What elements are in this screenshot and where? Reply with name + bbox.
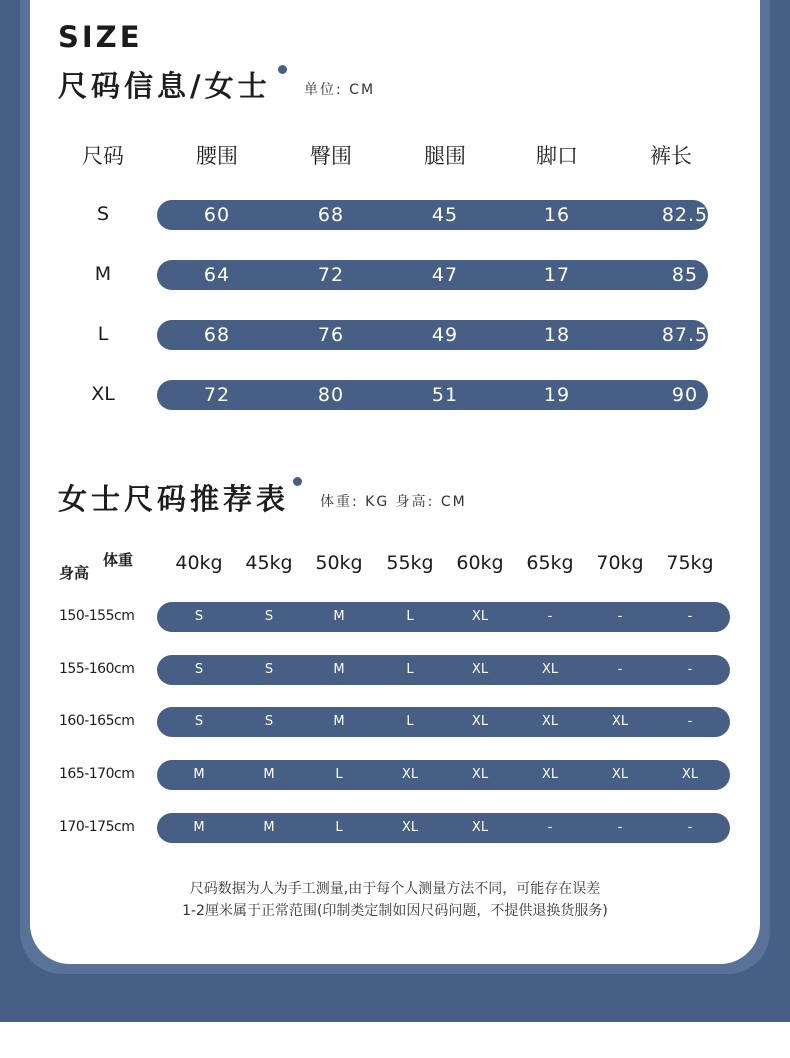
size-value: 19	[543, 384, 571, 406]
recommended-size: M	[263, 767, 275, 782]
height-axis-label: 身高	[59, 564, 90, 582]
size-value: 16	[543, 204, 571, 226]
size-value: 72	[203, 384, 231, 406]
size-row-pill	[157, 260, 708, 290]
recommended-size: XL	[541, 767, 559, 782]
size-column-header: 尺码	[82, 144, 124, 168]
recommended-size: S	[264, 714, 274, 729]
note-line-1: 尺码数据为人为手工测量,由于每个人测量方法不同，可能存在误差	[189, 881, 601, 897]
recommended-size: -	[547, 609, 553, 624]
recommend-row-pill	[157, 760, 730, 790]
size-column-header: 臀围	[310, 144, 352, 168]
recommended-size: XL	[471, 714, 489, 729]
size-value: 18	[543, 324, 571, 346]
size-value: 87.5	[661, 324, 709, 346]
size-value: 82.5	[661, 204, 709, 226]
size-row-label: M	[94, 263, 112, 285]
recommended-size: -	[547, 820, 553, 835]
size-row-label: XL	[91, 383, 115, 405]
recommended-size: XL	[611, 767, 629, 782]
size-info-title: 尺码信息/女士	[58, 69, 271, 103]
recommended-size: XL	[611, 714, 629, 729]
size-value: 64	[203, 264, 231, 286]
recommended-size: XL	[541, 662, 559, 677]
size-value: 85	[671, 264, 699, 286]
recommended-size: XL	[471, 662, 489, 677]
weight-column-header: 65kg	[526, 552, 574, 574]
weight-column-header: 40kg	[175, 552, 223, 574]
recommended-size: L	[406, 714, 414, 729]
recommended-size: M	[263, 820, 275, 835]
weight-column-header: 55kg	[386, 552, 434, 574]
size-row-pill	[157, 380, 708, 410]
size-value: 68	[317, 204, 345, 226]
recommended-size: S	[264, 609, 274, 624]
size-column-header: 脚口	[536, 144, 578, 168]
weight-column-header: 70kg	[596, 552, 644, 574]
recommended-size: L	[335, 820, 343, 835]
recommended-size: M	[333, 714, 345, 729]
title-dot-icon	[278, 65, 287, 74]
height-row-label: 150-155cm	[59, 608, 135, 624]
size-value: 80	[317, 384, 345, 406]
size-value: 68	[203, 324, 231, 346]
recommended-size: -	[687, 609, 693, 624]
size-row-pill	[157, 320, 708, 350]
size-value: 72	[317, 264, 345, 286]
recommended-size: L	[406, 609, 414, 624]
recommended-size: -	[687, 662, 693, 677]
recommended-size: -	[687, 714, 693, 729]
size-value: 47	[431, 264, 459, 286]
size-column-header: 腿围	[424, 144, 466, 168]
recommended-size: -	[617, 820, 623, 835]
recommend-title: 女士尺码推荐表	[58, 482, 290, 516]
weight-axis-label: 体重	[103, 551, 134, 569]
size-info-unit: 单位: CM	[304, 82, 376, 98]
recommend-row-pill	[157, 602, 730, 632]
recommended-size: XL	[471, 609, 489, 624]
recommended-size: XL	[401, 820, 419, 835]
recommended-size: XL	[401, 767, 419, 782]
height-row-label: 155-160cm	[59, 661, 135, 677]
recommended-size: -	[687, 820, 693, 835]
recommend-row-pill	[157, 813, 730, 843]
weight-column-header: 60kg	[456, 552, 504, 574]
recommended-size: XL	[471, 820, 489, 835]
height-row-label: 160-165cm	[59, 713, 135, 729]
size-column-header: 腰围	[196, 144, 238, 168]
recommended-size: -	[617, 609, 623, 624]
recommended-size: M	[193, 820, 205, 835]
recommended-size: XL	[471, 767, 489, 782]
recommended-size: L	[406, 662, 414, 677]
recommended-size: XL	[541, 714, 559, 729]
size-value: 17	[543, 264, 571, 286]
recommend-row-pill	[157, 707, 730, 737]
size-value: 90	[671, 384, 699, 406]
size-column-header: 裤长	[650, 144, 692, 168]
recommend-unit: 体重: KG 身高: CM	[320, 494, 467, 510]
size-value: 76	[317, 324, 345, 346]
height-row-label: 170-175cm	[59, 819, 135, 835]
recommended-size: S	[194, 609, 204, 624]
size-row-pill	[157, 200, 708, 230]
size-value: 45	[431, 204, 459, 226]
recommended-size: M	[193, 767, 205, 782]
recommended-size: XL	[681, 767, 699, 782]
size-value: 51	[431, 384, 459, 406]
recommended-size: S	[264, 662, 274, 677]
recommended-size: M	[333, 609, 345, 624]
weight-column-header: 50kg	[315, 552, 363, 574]
note-line-2: 1-2厘米属于正常范围(印制类定制如因尺码问题，不提供退换货服务)	[182, 903, 608, 919]
recommended-size: S	[194, 662, 204, 677]
size-row-label: S	[96, 203, 110, 225]
weight-column-header: 45kg	[245, 552, 293, 574]
height-row-label: 165-170cm	[59, 766, 135, 782]
size-value: 49	[431, 324, 459, 346]
size-row-label: L	[97, 323, 109, 345]
size-value: 60	[203, 204, 231, 226]
weight-column-header: 75kg	[666, 552, 714, 574]
size-heading: SIZE	[58, 20, 143, 54]
title-dot-icon	[293, 477, 302, 486]
recommended-size: -	[617, 662, 623, 677]
recommended-size: S	[194, 714, 204, 729]
recommend-row-pill	[157, 655, 730, 685]
recommended-size: L	[335, 767, 343, 782]
recommended-size: M	[333, 662, 345, 677]
